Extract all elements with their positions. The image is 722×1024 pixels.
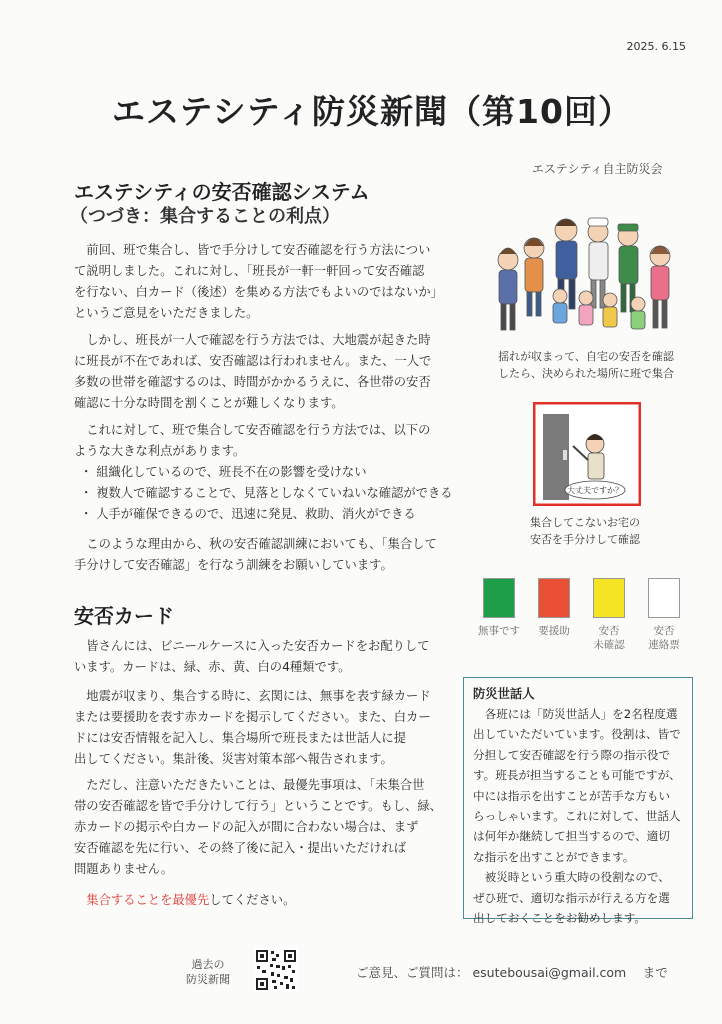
card-white: 安否 連絡票: [639, 578, 689, 652]
section2-heading: 安否カード: [74, 604, 174, 628]
section1-paragraph-3: これに対して、班で集合して安否確認を行う方法では、以下の ような大きな利点があります。 ・ 組織化しているので、班長不在の影響を受けない ・ 複数人で確認することで、見落としなくていねいな確認ができる ・ 人手が確保できるので、迅速に発見、救助、消火ができる: [74, 420, 464, 525]
section2-closing: 集合することを最優先してください。: [86, 893, 296, 907]
card-red: 要援助: [529, 578, 579, 638]
section1-subheading: （つづき：集合することの利点）: [70, 206, 340, 227]
caretaker-line: 出していただいています。役割は、皆で: [473, 727, 681, 742]
section1-paragraph-1: 前回、班で集合し、皆で手分けして安否確認を行う方法につい て説明しました。これに対し、「班長が一軒一軒回って安否確認 を行ない、白カード（後述）を集める方法でもよいのではないか」 というご意見をいただきました。: [74, 243, 443, 320]
speech-bubble-text: 大丈夫ですか？: [567, 486, 623, 495]
section1-paragraph-2: しかし、班長が一人で確認を行う方法では、大地震が起きた時 に班長が不在であれば、安否確認は行われません。また、一人で 多数の世帯を確認するのは、時間がかかるうえに、各世帯の安否 確認に十分な時間を割くことが難しくなります。: [74, 333, 432, 410]
caretaker-line: 中には指示を出すことが苦手な方もい: [473, 788, 671, 803]
caretaker-line: 被災時という重大時の役割なので、: [473, 870, 670, 885]
organization-name: エステシティ自主防災会: [532, 162, 663, 176]
bullet-item: ・ 人手が確保できるので、迅速に発見、救助、消火ができる: [80, 507, 416, 521]
contact-info: ご意見、ご質問は： esutebousai@gmail.com まで: [356, 965, 668, 980]
card-yellow-swatch: [593, 578, 625, 618]
caretaker-line: は何年か継続して担当するので、適切: [473, 829, 670, 844]
section2-paragraph-1: 皆さんには、ビニールケースに入った安否カードをお配りして います。カードは、緑、赤、黄、白の4種類です。: [74, 639, 430, 674]
bullet-item: ・ 組織化しているので、班長不在の影響を受けない: [80, 465, 367, 479]
caretaker-line: 各班には「防災世話人」を2名程度選: [473, 707, 678, 721]
caretaker-line: 出しておくことをお勧めします。: [473, 911, 646, 926]
safety-card-legend: [474, 578, 694, 658]
bullet-item: ・ 複数人で確認することで、見落としなくていねいな確認ができる: [80, 486, 453, 500]
caretaker-line: な指示を出すことができます。: [473, 849, 635, 864]
caretaker-title: 防災世話人: [473, 687, 535, 701]
card-yellow: 安否 未確認: [584, 578, 634, 652]
issue-date: 2025. 6.15: [626, 40, 686, 53]
section2-paragraph-2: 地震が収まり、集合する時に、玄関には、無事を表す緑カード または要援助を表す赤カードを掲示してください。また、白カー ドには安否情報を記入し、集合場所で班長または世話人に提 出してください。集計後、災害対策本部へ報告されます。: [74, 689, 431, 766]
past-newsletters-label: 過去の 防災新聞: [186, 958, 230, 986]
highlight-text: 集合することを最優先: [86, 893, 210, 907]
section1-heading: エステシティの安否確認システム: [74, 180, 370, 204]
gathering-people-illustration: [488, 208, 688, 343]
gathering-caption: 揺れが収まって、自宅の安否を確認 したら、決められた場所に班で集合: [498, 350, 674, 380]
qr-code-icon[interactable]: [254, 948, 298, 992]
caretaker-line: らっしゃいます。これに対して、世話人: [473, 809, 681, 824]
disaster-caretaker-box: [463, 677, 693, 926]
section2-paragraph-3: ただし、注意いただきたいことは、最優先事項は、「未集合世 帯の安否確認を皆で手分けして行う」ということです。もし、緑、 赤カードの掲示や白カードの記入が間に合わない場合は、まず 安否確認を先に行い、その終了後に記入・提出いただければ 問題ありません。: [74, 778, 442, 876]
card-green: 無事です: [474, 578, 524, 638]
section1-closing: このような理由から、秋の安否確認訓練においても、「集合して 手分けして安否確認」を行なう訓練をお願いしています。: [74, 537, 437, 572]
caretaker-text: [473, 704, 683, 928]
card-green-swatch: [483, 578, 515, 618]
door-check-caption: 集合してこないお宅の 安否を手分けして確認: [530, 516, 640, 546]
caretaker-line: 分担して安否確認を行う際の指示役で: [473, 747, 671, 762]
newsletter-title: エステシティ防災新聞（第10回）: [112, 92, 632, 131]
card-red-swatch: [538, 578, 570, 618]
card-white-swatch: [648, 578, 680, 618]
door-check-illustration: [533, 402, 641, 506]
caretaker-line: す。班長が担当することも可能ですが、: [473, 768, 681, 783]
caretaker-line: ぜひ班で、適切な指示が行える方を選: [473, 890, 670, 905]
